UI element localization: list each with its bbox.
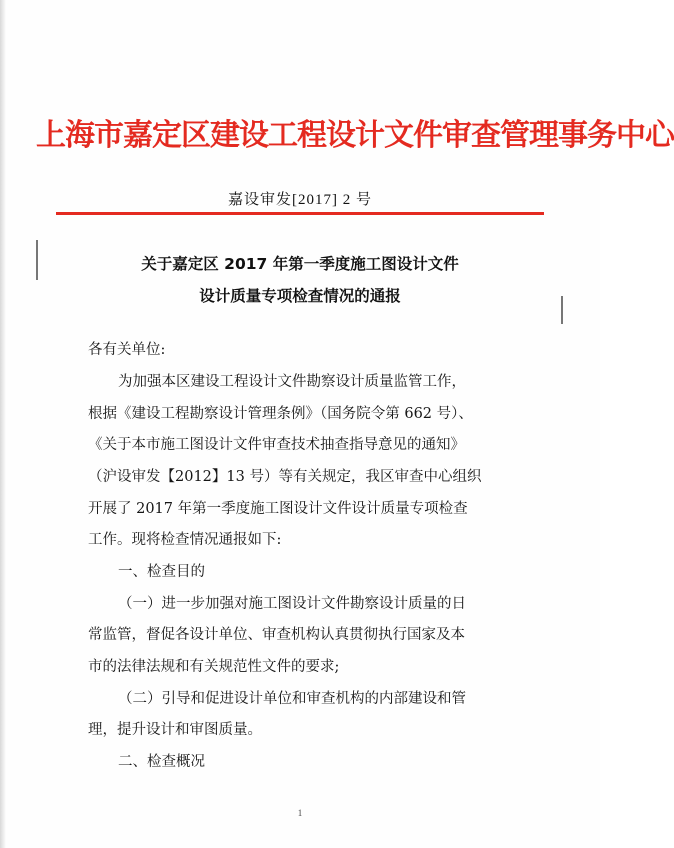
item-2-line-1: （二）引导和促进设计单位和审查机构的内部建设和管 <box>118 691 466 707</box>
paragraph-1-line-3: 《关于本市施工图设计文件审查技术抽查指导意见的通知》 <box>88 437 465 453</box>
page-edge-shadow <box>0 0 6 848</box>
item-1-line-1: （一）进一步加强对施工图设计文件勘察设计质量的日 <box>118 596 466 612</box>
section-2-heading: 二、检查概况 <box>118 754 205 770</box>
red-separator-line <box>56 212 544 215</box>
paragraph-1-line-6: 工作。现将检查情况通报如下: <box>88 532 282 548</box>
salutation: 各有关单位: <box>88 342 166 358</box>
document-number: 嘉设审发[2017] 2 号 <box>228 192 372 208</box>
item-1-line-2: 常监管，督促各设计单位、审查机构认真贯彻执行国家及本 <box>88 627 465 643</box>
paragraph-1-line-5: 开展了 2017 年第一季度施工图设计文件设计质量专项检查 <box>88 501 468 517</box>
section-1-heading: 一、检查目的 <box>118 564 205 580</box>
item-2-line-2: 理，提升设计和审图质量。 <box>88 722 262 738</box>
item-1-line-3: 市的法律法规和有关规范性文件的要求; <box>88 659 340 675</box>
paragraph-1-line-2: 根据《建设工程勘察设计管理条例》（国务院令第 662 号）、 <box>88 406 473 422</box>
page-number: 1 <box>297 808 303 818</box>
paragraph-1-line-1: 为加强本区建设工程设计文件勘察设计质量监管工作， <box>118 374 466 390</box>
issuing-organization-title: 上海市嘉定区建设工程设计文件审查管理事务中心 <box>36 118 674 153</box>
notice-title-line-1: 关于嘉定区 2017 年第一季度施工图设计文件 <box>141 255 459 273</box>
notice-title-line-2: 设计质量专项检查情况的通报 <box>199 287 401 305</box>
paragraph-1-line-4: （沪设审发【2012】13 号）等有关规定，我区审查中心组织 <box>88 469 482 485</box>
